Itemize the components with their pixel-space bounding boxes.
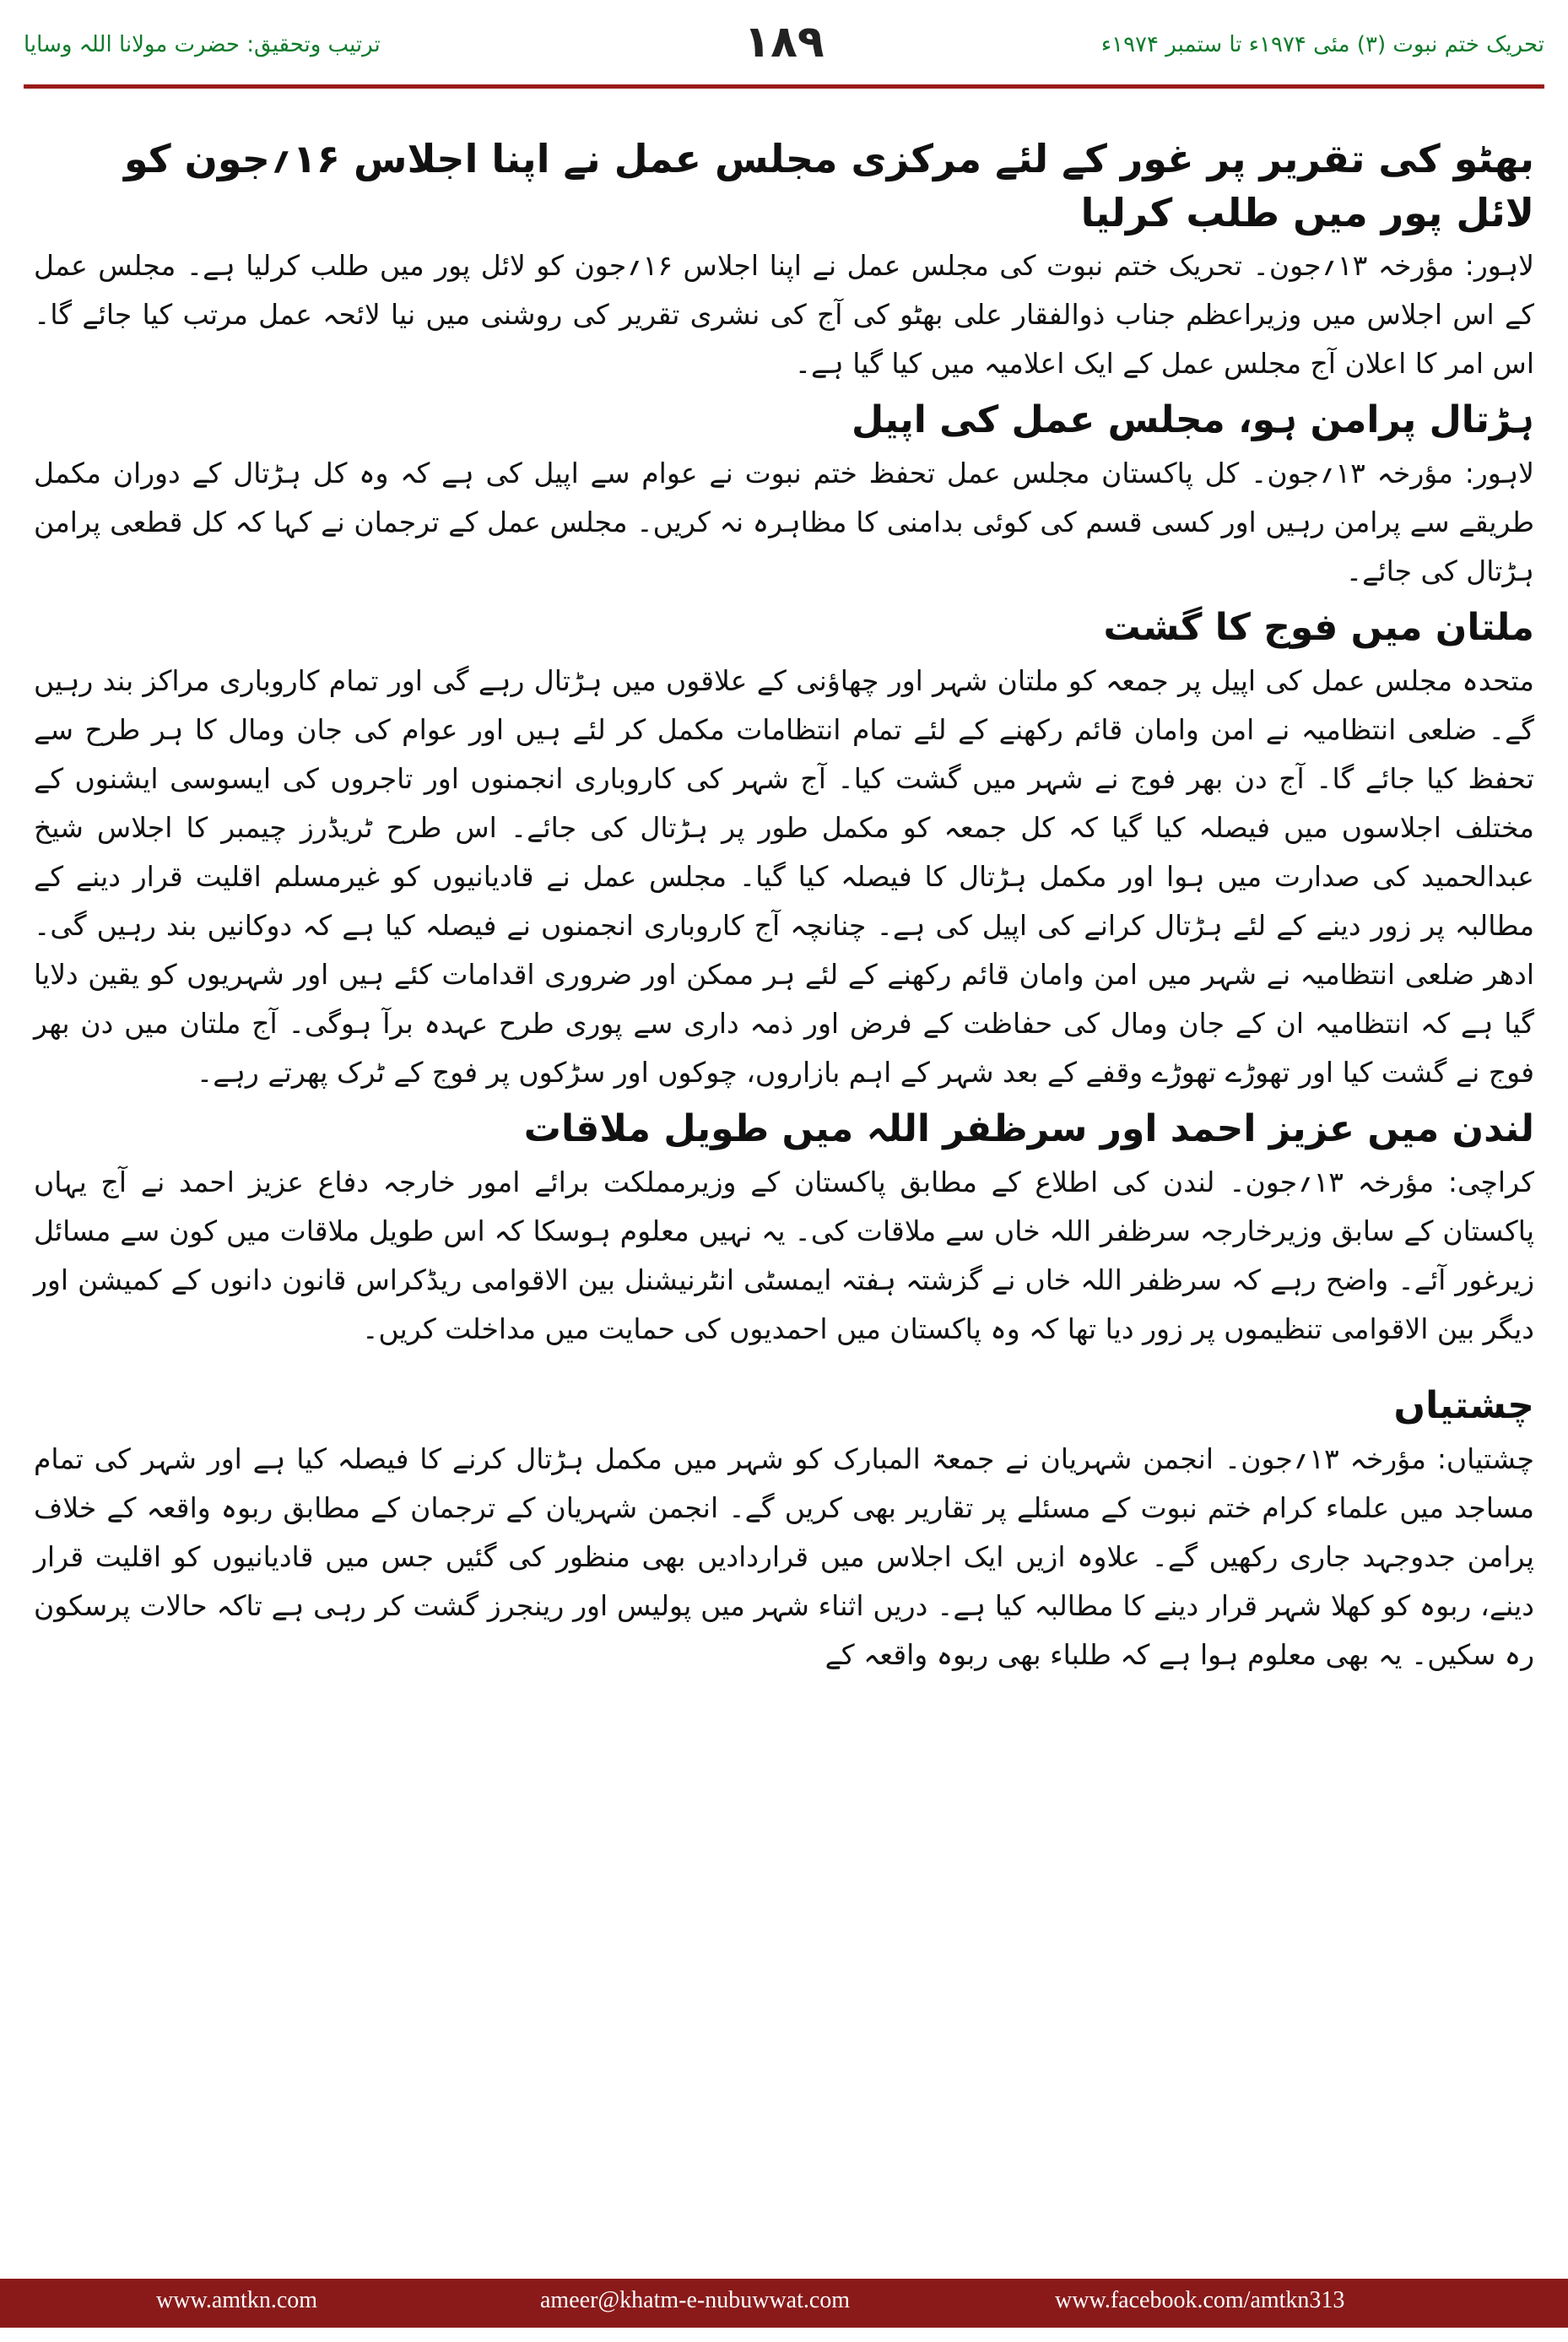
section-paragraph: کراچی: مؤرخہ ۱۳؍جون۔ لندن کی اطلاع کے مطابق پاکستان کے وزیرمملکت برائے امور خارجہ دفاع عزیز احمد نے آج یہاں پاکستان کے سابق وزیرخارجہ سرظفر اللہ خاں سے ملاقات کی۔ یہ نہیں معلوم ہوسکا کہ اس طویل ملاقات میں کون سے مسائل زیرغور آئے۔ واضح رہے کہ سرظفر اللہ خاں نے گزشتہ ہفتہ ایمسٹی انٹرنیشنل بین الاقوامی ریڈکراس قانون دانوں کے کمیشن اور دیگر بین الاقوامی تنظیموں پر زور دیا تھا کہ وہ پاکستان میں احمدیوں کی حمایت میں مداخلت کریں۔ (34, 1166, 1534, 1345)
section-chishtian (34, 1379, 1534, 1679)
header-divider (24, 84, 1544, 89)
section-london-meeting (34, 1102, 1534, 1354)
footer-facebook-link[interactable]: www.facebook.com/amtkn313 (1055, 2287, 1345, 2313)
footer-website-link[interactable]: www.amtkn.com (156, 2287, 318, 2313)
page-footer (0, 2279, 1568, 2328)
spacer (34, 1359, 1534, 1374)
section-heading: ملتان میں فوج کا گشت (1103, 606, 1534, 649)
section-bhutto-speech (34, 132, 1534, 388)
footer-email-link[interactable]: ameer@khatm-e-nubuwwat.com (540, 2287, 851, 2313)
page-content (34, 127, 1534, 2232)
section-paragraph: چشتیاں: مؤرخہ ۱۳؍جون۔ انجمن شہریان نے جمعۃ المبارک کو شہر میں مکمل ہڑتال کرنے کا فیصلہ کیا ہے اور شہر کی تمام مساجد میں علماء کرام ختم نبوت کے مسئلے پر تقاریر بھی کریں گے۔ انجمن شہریان کے ترجمان کے مطابق ربوہ واقعہ کے خلاف پرامن جدوجہد جاری رکھیں گے۔ علاوہ ازیں ایک اجلاس میں قراردادیں بھی منظور کی گئیں جس میں قادیانیوں کو اقلیت قرار دینے، ربوہ کو کھلا شہر قرار دینے کا مطالبہ کیا ہے۔ دریں اثناء شہر میں پولیس اور رینجرز گشت کر رہی ہے تاکہ حالات پرسکون رہ سکیں۔ یہ بھی معلوم ہوا ہے کہ طلباء بھی ربوہ واقعہ کے (34, 1442, 1534, 1671)
page-number: ۱۸۹ (743, 17, 825, 68)
header-compiler: ترتیب وتحقیق: حضرت مولانا اللہ وسایا (24, 32, 381, 57)
section-paragraph: متحدہ مجلس عمل کی اپیل پر جمعہ کو ملتان شہر اور چھاؤنی کے علاقوں میں ہڑتال رہے گی اور تمام کاروباری مراکز بند رہیں گے۔ ضلعی انتظامیہ نے امن وامان قائم رکھنے کے لئے تمام انتظامات مکمل کر لئے ہیں اور عوام کی جان ومال کا ہر طرح سے تحفظ کیا جائے گا۔ آج دن بھر فوج نے شہر میں گشت کیا۔ آج شہر کی کاروباری انجمنوں اور تاجروں کی ایسوسی ایشنوں کے مختلف اجلاسوں میں فیصلہ کیا گیا کہ کل جمعہ کو مکمل طور پر ہڑتال کی جائے۔ اس طرح ٹریڈرز چیمبر کا اجلاس شیخ عبدالحمید کی صدارت میں ہوا اور مکمل ہڑتال کا فیصلہ کیا گیا۔ مجلس عمل نے قادیانیوں کو غیرمسلم اقلیت قرار دینے کے مطالبہ پر زور دینے کے لئے ہڑتال کرانے کی اپیل کی ہے۔ چنانچہ آج کاروباری انجمنوں نے فیصلہ کیا ہے کہ دوکانیں بند رہیں گی۔ ادھر ضلعی انتظامیہ نے شہر میں امن وامان قائم رکھنے کے لئے ہر ممکن اور ضروری اقدامات کئے ہیں اور شہریوں کو یقین دلایا گیا ہے کہ انتظامیہ ان کے جان ومال کی حفاظت کے فرض اور ذمہ داری سے پوری طرح عہدہ برآ ہوگی۔ آج ملتان میں دن بھر فوج نے گشت کیا اور تھوڑے تھوڑے وقفے کے بعد شہر کے اہم بازاروں، چوکوں اور سڑکوں پر فوج کے ٹرک پھرتے رہے۔ (34, 664, 1534, 1089)
section-heading: ہڑتال پرامن ہو، مجلس عمل کی اپیل (851, 398, 1534, 441)
section-heading: چشتیاں (1393, 1384, 1534, 1427)
section-paragraph: لاہور: مؤرخہ ۱۳؍جون۔ تحریک ختم نبوت کی مجلس عمل نے اپنا اجلاس ۱۶؍جون کو لائل پور میں طلب کرلیا ہے۔ مجلس عمل کے اس اجلاس میں وزیراعظم جناب ذوالفقار علی بھٹو کی آج کی نشری تقریر کی روشنی میں نیا لائحہ عمل مرتب کیا جائے گا۔ اس امر کا اعلان آج مجلس عمل کے ایک اعلامیہ میں کیا گیا ہے۔ (34, 249, 1534, 380)
section-peaceful-strike (34, 393, 1534, 596)
section-multan-patrol (34, 601, 1534, 1097)
header-book-title: تحریک ختم نبوت (۳) مئی ۱۹۷۴ء تا ستمبر ۱۹۷۴ء (1100, 32, 1544, 57)
page-header (24, 17, 1544, 84)
section-paragraph: لاہور: مؤرخہ ۱۳؍جون۔ کل پاکستان مجلس عمل تحفظ ختم نبوت نے عوام سے اپیل کی ہے کہ وہ کل ہڑتال کے دوران مکمل طریقے سے پرامن رہیں اور کسی قسم کی کوئی بدامنی کا مظاہرہ نہ کریں۔ مجلس عمل کے ترجمان نے کہا کہ کل قطعی پرامن ہڑتال کی جائے۔ (34, 457, 1534, 587)
section-heading: بھٹو کی تقریر پر غور کے لئے مرکزی مجلس عمل نے اپنا اجلاس ۱۶؍جون کو لائل پور میں طلب کرلیا (124, 136, 1534, 235)
section-heading: لندن میں عزیز احمد اور سرظفر اللہ میں طویل ملاقات (523, 1107, 1534, 1150)
